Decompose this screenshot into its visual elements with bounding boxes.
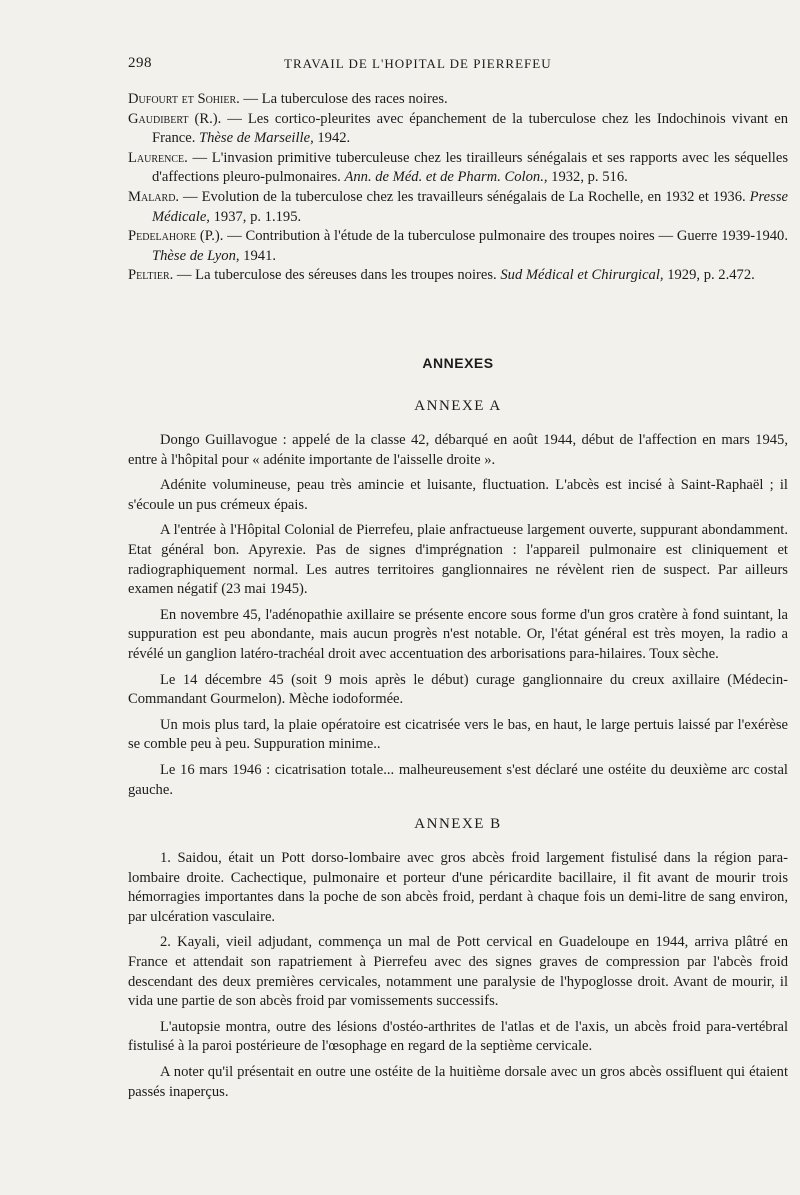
- bibliography: [128, 90, 788, 286]
- annexes-heading: ANNEXES: [422, 355, 494, 371]
- annexe-a-body: [128, 431, 788, 806]
- annexe-b-heading: ANNEXE B: [414, 816, 502, 832]
- paragraph: Le 14 décembre 45 (soit 9 mois après le début) curage ganglionnaire du creux axillaire (Médecin-Commandant Gourmelon). Mèche iodoformée.: [128, 671, 788, 708]
- paragraph: Le 16 mars 1946 : cicatrisation totale... malheureusement s'est déclaré une ostéite du deuxième arc costal gauche.: [128, 761, 788, 798]
- bibliography-entry: Dufourt et Sohier. — La tuberculose des races noires.: [128, 91, 448, 107]
- paragraph: Dongo Guillavogue : appelé de la classe 42, débarqué en août 1944, début de l'affection en mars 1945, entre à l'hôpital pour « adénite importante de l'aisselle droite ».: [128, 432, 788, 468]
- bibliography-entry: Pedelahore (P.). — Contribution à l'étude de la tuberculose pulmonaire des troupes noires — Guerre 1939-1940. Thèse de Lyon, 1941.: [128, 228, 788, 264]
- annexe-a-heading: ANNEXE A: [414, 398, 502, 414]
- bibliography-entry: Laurence. — L'invasion primitive tuberculeuse chez les tirailleurs sénégalais et ses rapports avec les séquelles d'affections pleuro-pulmonaires. Ann. de Méd. et de Pharm. Colon., 1932, p. 516.: [128, 149, 788, 186]
- page-number: 298: [128, 55, 152, 71]
- paragraph: En novembre 45, l'adénopathie axillaire se présente encore sous forme d'un gros cratère à fond suintant, la suppuration est peu abondante, mais aucun progrès n'est notable. Or, l'état général est très moyen, la radio a révélé un ganglion latéro-trachéal droit avec accentuation des arborisations para-hilaires. Toux sèche.: [128, 606, 788, 662]
- paragraph: 1. Saidou, était un Pott dorso-lombaire avec gros abcès froid largement fistulisé dans la région para-lombaire droite. Cachectique, pulmonaire et porteur d'une péricardite bacillaire, il fit avant de mourir trois hémorragies importantes dans la poche de son abcès froid, perdant à chaque fois un demi-litre de sang environ, par ulcération vasculaire.: [128, 850, 788, 925]
- page-header: [128, 55, 788, 75]
- bibliography-entry: Gaudibert (R.). — Les cortico-pleurites avec épanchement de la tuberculose chez les Indochinois vivant en France. Thèse de Marseille, 1942.: [128, 110, 788, 147]
- annexe-b-body: [128, 849, 788, 1108]
- paragraph: A noter qu'il présentait en outre une ostéite de la huitième dorsale avec un gros abcès ossifluent qui étaient passés inaperçus.: [128, 1063, 788, 1100]
- paragraph: Adénite volumineuse, peau très amincie et luisante, fluctuation. L'abcès est incisé à Saint-Raphaël ; il s'écoule un pus crémeux épais.: [128, 477, 788, 513]
- running-title: TRAVAIL DE L'HOPITAL DE PIERREFEU: [284, 56, 552, 71]
- bibliography-entry: Peltier. — La tuberculose des séreuses dans les troupes noires. Sud Médical et Chirurgical, 1929, p. 2.472.: [128, 267, 755, 284]
- paragraph: Un mois plus tard, la plaie opératoire est cicatrisée vers le bas, en haut, le large pertuis laissé par l'exérèse se comble peu à peu. Suppuration minime..: [128, 716, 788, 753]
- paragraph: 2. Kayali, vieil adjudant, commença un mal de Pott cervical en Guadeloupe en 1944, arriva plâtré en France et attendait son rapatriement à Pierrefeu avec des signes graves de compression par l'abcès froid descendant des deux premières cervicales, notamment une paralysie de l'hypoglosse droit. Avant de mourir, il vida une partie de son abcès froid par vomissements successifs.: [128, 934, 788, 1010]
- bibliography-entry: Malard. — Evolution de la tuberculose chez les travailleurs sénégalais de La Rochelle, en 1932 et 1936. Presse Médicale, 1937, p. 1.195.: [128, 188, 788, 225]
- paragraph: L'autopsie montra, outre des lésions d'ostéo-arthrites de l'atlas et de l'axis, un abcès froid para-vertébral fistulisé à la paroi postérieure de l'œsophage en regard de la septième cervicale.: [128, 1018, 788, 1055]
- paragraph: A l'entrée à l'Hôpital Colonial de Pierrefeu, plaie anfractueuse largement ouverte, suppurant abondamment. Etat général bon. Apyrexie. Pas de signes d'imprégnation : l'appareil pulmonaire est cliniquement et radiographiquement normal. Les autres territoires ganglionnaires ne révèlent rien de suspect. Par ailleurs examen négatif (23 mai 1945).: [128, 522, 788, 598]
